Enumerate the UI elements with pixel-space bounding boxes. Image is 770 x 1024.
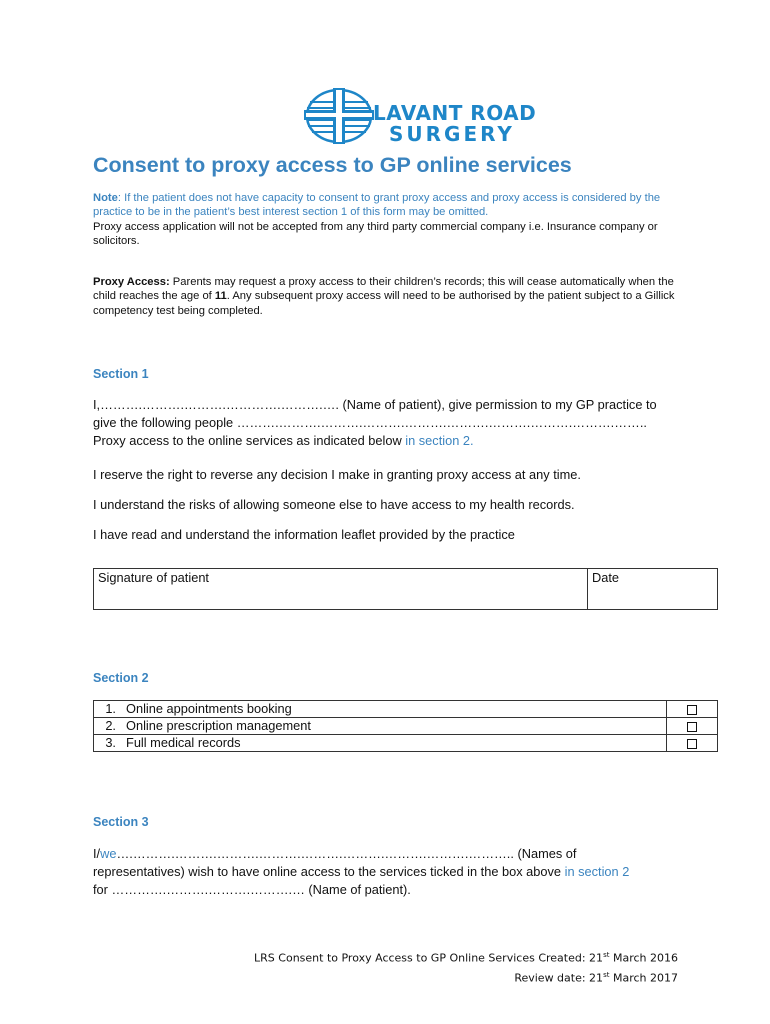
signature-table (93, 568, 718, 610)
proxy-label: Proxy Access: (93, 276, 170, 288)
section2-heading: Section 2 (93, 671, 149, 685)
section1-heading: Section 1 (93, 367, 149, 381)
section2-link[interactable]: in section 2 (564, 864, 630, 879)
logo-text (373, 103, 536, 145)
page-title: Consent to proxy access to GP online services (93, 153, 572, 177)
section3-representatives-paragraph: I/we….……….……….……….……….……….……….……….……….……….. (Names of representatives) wish to have online access to the services ticked in the box above in section 2 (93, 846, 630, 879)
services-table (93, 700, 718, 752)
we-text: we (100, 846, 117, 861)
footer-created: LRS Consent to Proxy Access to GP Online Services Created: 21st March 2016 (254, 951, 678, 965)
logo-line1: LAVANT ROAD (373, 101, 537, 125)
signature-label: Signature of patient (98, 570, 209, 585)
logo-line2: SURGERY (389, 122, 515, 146)
note-text: Proxy access application will not be accepted from any third party commercial company i.e. Insurance company or solicitors. (93, 220, 658, 248)
service-label: Full medical records (122, 735, 667, 752)
section1-risks-text: I understand the risks of allowing someone else to have access to my health records. (93, 497, 575, 512)
logo-cross-icon (304, 88, 374, 144)
note-label: Note: If the patient does not have capacity to consent to grant proxy access and proxy access is considered by the practice to be in the patient’s best interest section 1 of this form may be omitted. (93, 192, 661, 219)
checkbox-icon[interactable] (687, 739, 697, 749)
service-checkbox[interactable] (667, 735, 718, 752)
section3-body (93, 845, 653, 899)
section1-consent-paragraph: I,……….……….……….………….……….…. (Name of patient), give permission to my GP practice to give the following people ……….……….……….……….……….……….……….……….……….…….. Proxy access to the online services as indicated below in section 2. (93, 397, 657, 448)
section2-link[interactable]: in section 2. (405, 433, 474, 448)
section3-patient-line: for ………….……….……….……….… (Name of patient). (93, 882, 411, 897)
note-paragraph (93, 191, 693, 249)
table-row (94, 701, 718, 718)
item-number: 1. (94, 701, 123, 718)
service-checkbox[interactable] (667, 701, 718, 718)
page-footer (254, 947, 678, 986)
date-label: Date (592, 570, 620, 585)
proxy-age: 11 (214, 290, 227, 303)
section1-body (93, 396, 678, 544)
section1-leaflet-text: I have read and understand the information leaflet provided by the practice (93, 527, 515, 542)
item-number: 2. (94, 718, 123, 735)
item-number: 3. (94, 735, 123, 752)
footer-review: Review date: 21st March 2017 (514, 970, 678, 985)
proxy-text2: . Any subsequent proxy access will need to be authorised by the patient subject to a Gillick competency test being completed. (93, 290, 675, 317)
section1-reserve-text: I reserve the right to reverse any decision I make in granting proxy access at any time. (93, 467, 581, 482)
proxy-access-paragraph (93, 275, 683, 318)
section3-heading: Section 3 (93, 815, 149, 829)
service-label: Online prescription management (122, 718, 667, 735)
service-label: Online appointments booking (122, 701, 667, 718)
checkbox-icon[interactable] (687, 705, 697, 715)
table-row (94, 735, 718, 752)
date-field[interactable] (588, 569, 718, 610)
service-checkbox[interactable] (667, 718, 718, 735)
checkbox-icon[interactable] (687, 722, 697, 732)
table-row (94, 718, 718, 735)
proxy-text1: Parents may request a proxy access to their children’s records; this will cease automatically when the child reaches the age of (93, 276, 674, 303)
signature-field[interactable] (94, 569, 588, 610)
